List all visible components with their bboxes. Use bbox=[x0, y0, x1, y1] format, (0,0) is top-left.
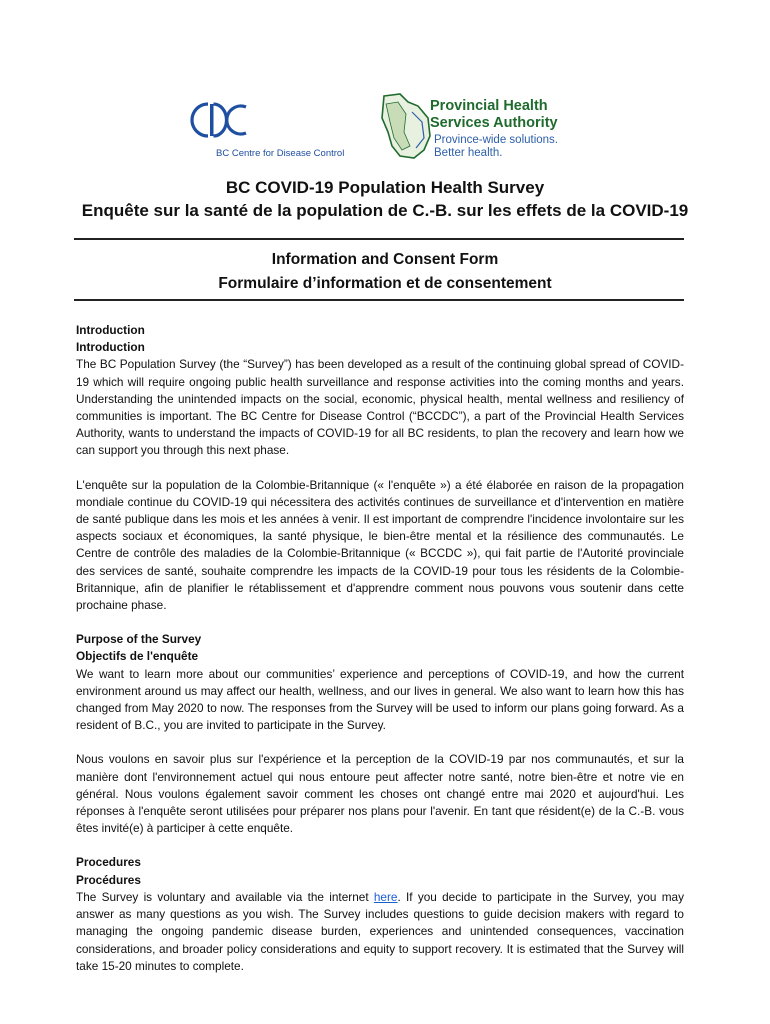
form-title-en: Information and Consent Form bbox=[271, 251, 499, 268]
purpose-paragraph-en: We want to learn more about our communities’ experience and perceptions of COVID-19, and how the current environment around us may affect our health, wellness, and our lives in general. We also want to learn how this has changed from May 2020 to now. The responses from the Survey will be used to inform our plans going forward. As a resident of B.C., you are invited to participate in the Survey. bbox=[76, 666, 684, 733]
bccdc-logo bbox=[188, 98, 358, 162]
survey-title-fr: Enquête sur la santé de la population de C.-B. sur les effets de la COVID-19 bbox=[81, 201, 689, 220]
logo-bar bbox=[0, 88, 770, 168]
spacer bbox=[76, 837, 684, 854]
phsa-name-line2: Services Authority bbox=[430, 115, 558, 131]
procedures-text-after-link: . If you decide to participate in the Survey, you may answer as many questions as you wish. The Survey includes questions to guide decision makers with regard to managing the ongoing pandemic disease burden, experiences and unintended consequences, vaccination considerations, and broader policy considerations and equity to support recovery. It is estimated that the Survey will take 15-20 minutes to complete. bbox=[76, 889, 684, 973]
purpose-heading-en: Purpose of the Survey bbox=[76, 632, 202, 647]
survey-link[interactable]: here bbox=[373, 889, 398, 904]
form-title-fr: Formulaire d’information et de consentement bbox=[218, 275, 552, 292]
intro-heading-en: Introduction bbox=[76, 323, 145, 337]
bccdc-caption: BC Centre for Disease Control bbox=[216, 148, 345, 159]
phsa-tagline-line2: Better health. bbox=[434, 147, 503, 159]
survey-title-en: BC COVID-19 Population Health Survey bbox=[225, 178, 545, 197]
spacer bbox=[76, 460, 684, 477]
survey-title-block bbox=[0, 176, 770, 222]
procedures-heading-en: Procedures bbox=[76, 855, 141, 870]
bc-map-icon bbox=[378, 92, 434, 164]
phsa-tagline-line1: Province-wide solutions. bbox=[434, 134, 559, 146]
bccdc-mark-icon bbox=[188, 98, 258, 146]
procedures-paragraph-en bbox=[76, 889, 684, 975]
title-divider-bottom bbox=[74, 299, 684, 301]
phsa-logo bbox=[378, 92, 608, 164]
spacer bbox=[76, 614, 684, 631]
purpose-heading-fr: Objectifs de l'enquête bbox=[76, 649, 199, 664]
procedures-heading-fr: Procédures bbox=[76, 872, 141, 887]
title-divider-top bbox=[74, 238, 684, 240]
document-body bbox=[76, 322, 684, 975]
form-title-block bbox=[0, 248, 770, 296]
intro-paragraph-fr: L'enquête sur la population de la Colombie-Britannique (« l'enquête ») a été élaborée en raison de la propagation mondiale continue du COVID-19 qui nécessitera des activités continues de surveillance et d'intervention en matière de santé publique dans les mois et les années à venir. Il est important de comprendre l'incidence involontaire sur les aspects sociaux et économiques, la santé physique, le bien-être mental et la résilience des communautés. Le Centre de contrôle des maladies de la Colombie-Britannique (« BCCDC »), qui fait partie de l'Autorité provinciale des services de santé, souhaite comprendre les impacts de la COVID-19 pour tous les résidents de la Colombie-Britannique, afin de planifier le rétablissement et d'apprendre comment nous pouvons vous soutenir dans cette prochaine phase. bbox=[76, 477, 684, 613]
purpose-paragraph-fr: Nous voulons en savoir plus sur l'expérience et la perception de la COVID-19 par nos communautés, et sur la manière dont l'environnement actuel qui nous entoure peut affecter notre santé, notre bien-être et notre vie en général. Nous voulons également savoir comment les choses ont changé entre mai 2020 et aujourd'hui. Les réponses à l'enquête seront utilisées pour préparer nos plans pour l'avenir. En tant que résident(e) de la C.-B. vous êtes invité(e) à participer à cette enquête. bbox=[76, 752, 684, 836]
intro-paragraph-en: The BC Population Survey (the “Survey”) has been developed as a result of the continuing global spread of COVID-19 which will require ongoing public health surveillance and response activities into the coming months and years. Understanding the unintended impacts on the social, economic, physical health, mental wellness and resiliency of communities is important. The BC Centre for Disease Control (“BCCDC”), a part of the Provincial Health Services Authority, wants to understand the impacts of COVID-19 for all BC residents, to plan the recovery and learn how we can support you through this next phase. bbox=[76, 357, 684, 458]
intro-heading-fr: Introduction bbox=[76, 340, 145, 355]
procedures-text-before-link: The Survey is voluntary and available via the internet bbox=[76, 889, 374, 904]
spacer bbox=[76, 734, 684, 751]
phsa-name-line1: Provincial Health bbox=[430, 98, 548, 114]
